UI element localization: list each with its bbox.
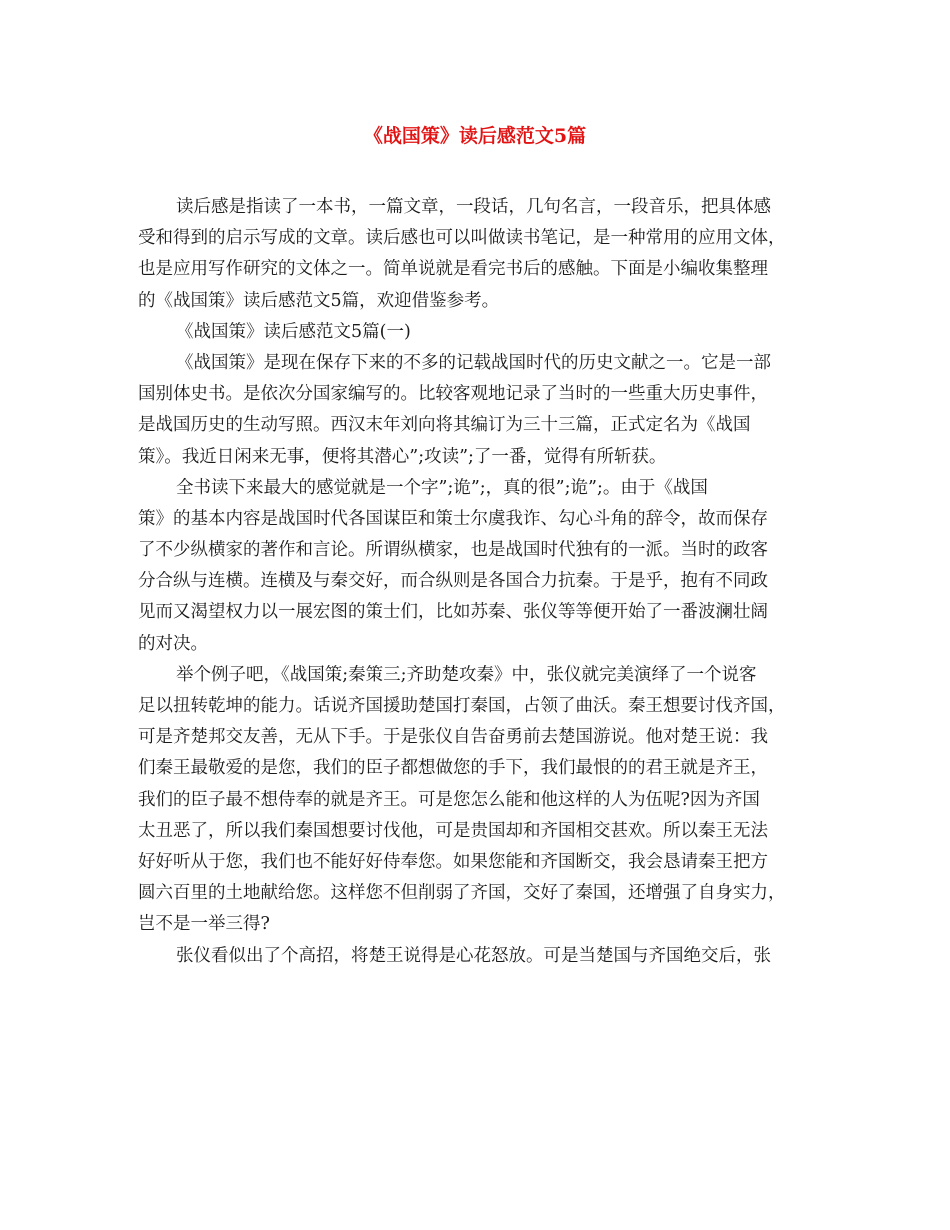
text-line: 分合纵与连横。连横及与秦交好，而合纵则是各国合力抗秦。于是乎，抱有不同政	[138, 571, 768, 592]
text-line: 国别体史书。是依次分国家编写的。比较客观地记录了当时的一些重大历史事件，	[138, 384, 768, 405]
text-line: 也是应用写作研究的文体之一。简单说就是看完书后的感触。下面是小编收集整理	[138, 259, 768, 280]
text-line: 的对决。	[138, 633, 208, 654]
text-line: 受和得到的启示写成的文章。读后感也可以叫做读书笔记，是一种常用的应用文体，	[138, 228, 786, 249]
text-line: 举个例子吧，《战国策;秦策三;齐助楚攻秦》中，张仪就完美演绎了一个说客	[176, 664, 757, 685]
text-line: 策》。我近日闲来无事，便将其潜心”;攻读”;了一番，觉得有所斩获。	[138, 446, 667, 467]
text-line: 我们的臣子最不想侍奉的就是齐王。可是您怎么能和他这样的人为伍呢?因为齐国	[138, 789, 760, 810]
text-line: 策》的基本内容是战国时代各国谋臣和策士尔虞我诈、勾心斗角的辞令，故而保存	[138, 508, 768, 529]
text-line: 太丑恶了，所以我们秦国想要讨伐他，可是贵国却和齐国相交甚欢。所以秦王无法	[138, 820, 768, 841]
section-heading: 《战国策》读后感范文5篇(一)	[176, 321, 411, 342]
document-body	[138, 192, 818, 972]
text-line: 张仪看似出了个高招，将楚王说得是心花怒放。可是当楚国与齐国绝交后，张	[176, 945, 771, 966]
text-line: 可是齐楚邦交友善，无从下手。于是张仪自告奋勇前去楚国游说。他对楚王说：我	[138, 727, 768, 748]
document-title: 《战国策》读后感范文5篇	[363, 125, 587, 147]
text-line: 《战国策》是现在保存下来的不多的记载战国时代的历史文献之一。它是一部	[176, 352, 771, 373]
text-line: 是战国历史的生动写照。西汉末年刘向将其编订为三十三篇，正式定名为《战国	[138, 415, 751, 436]
text-line: 足以扭转乾坤的能力。话说齐国援助楚国打秦国，占领了曲沃。秦王想要讨伐齐国，	[138, 696, 786, 716]
text-line: 圆六百里的土地献给您。这样您不但削弱了齐国，交好了秦国，还增强了自身实力，	[138, 883, 786, 904]
text-line: 的《战国策》读后感范文5篇，欢迎借鉴参考。	[138, 290, 500, 311]
text-line: 全书读下来最大的感觉就是一个字”;诡”;，真的很”;诡”;。由于《战国	[176, 477, 708, 498]
text-line: 好好听从于您，我们也不能好好侍奉您。如果您能和齐国断交，我会恳请秦王把方	[138, 851, 768, 872]
text-line: 见而又渴望权力以一展宏图的策士们，比如苏秦、张仪等等便开始了一番波澜壮阔	[138, 602, 768, 623]
text-line: 读后感是指读了一本书，一篇文章，一段话，几句名言，一段音乐，把具体感	[176, 197, 771, 217]
text-line: 岂不是一举三得?	[138, 914, 270, 935]
text-line: 们秦王最敬爱的是您，我们的臣子都想做您的手下，我们最恨的的君王就是齐王，	[138, 758, 768, 779]
text-line: 了不少纵横家的著作和言论。所谓纵横家，也是战国时代独有的一派。当时的政客	[138, 540, 768, 561]
